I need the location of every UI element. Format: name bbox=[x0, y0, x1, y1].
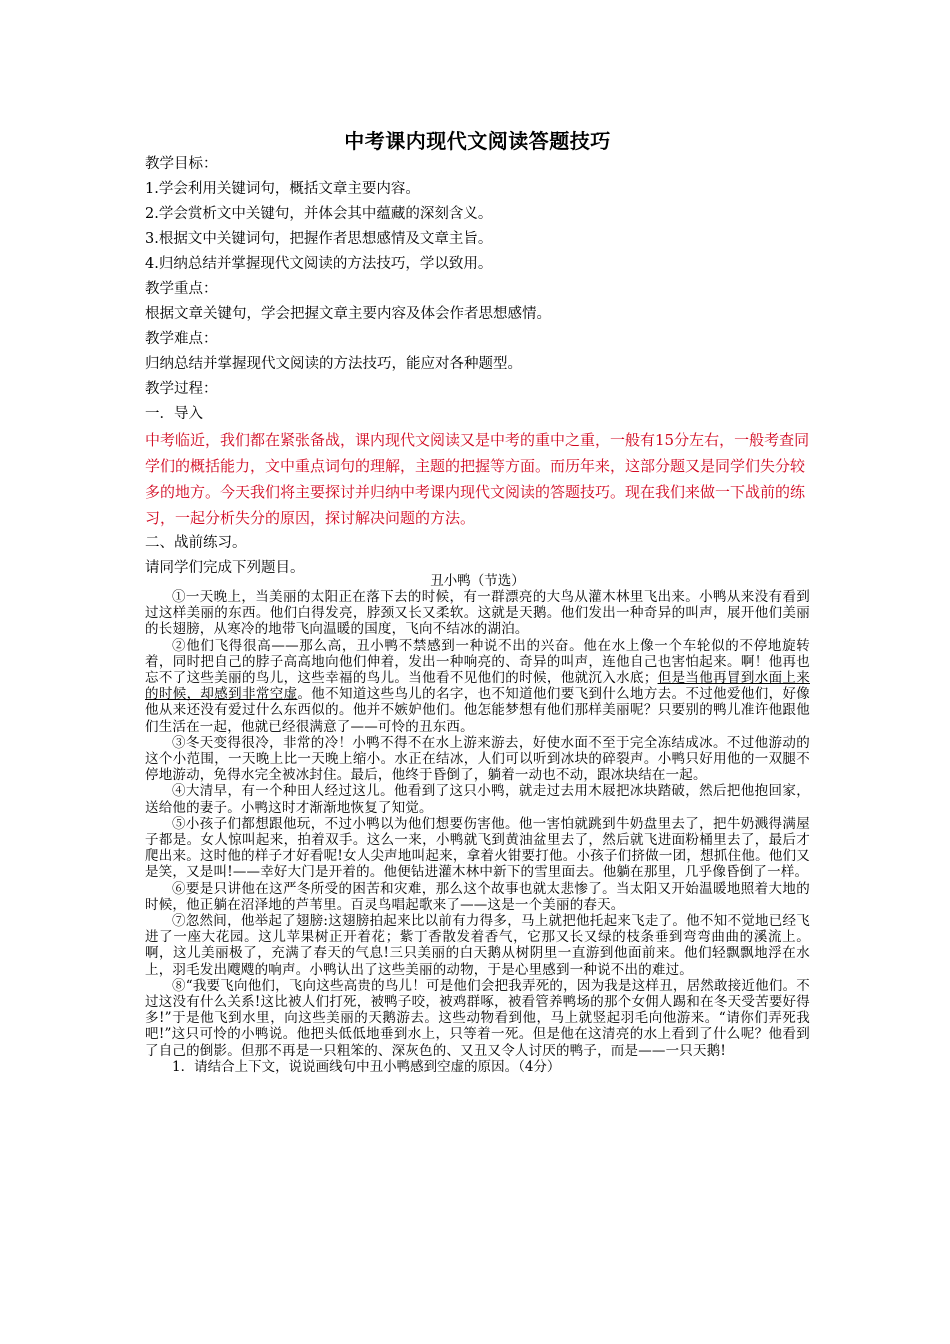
reading-article bbox=[145, 573, 810, 1075]
question-1: 1．请结合上下文，说说画线句中丑小鸭感到空虚的原因。（4分） bbox=[172, 1058, 561, 1075]
process-heading: 教学过程： bbox=[145, 381, 218, 397]
paragraph-text: ②他们飞得很高——那么高，丑小鸭不禁感到一种说不出的兴奋。他在水上像一个车轮似的不停地旋转着，同时把自己的脖子高高地向他们伸着，发出一种响亮的、奇异的叫声，连他自己也害怕起来。啊！他再也忘不了这些美丽的鸟儿，这些幸福的鸟儿。当他看不见他们的时候，他就沉入水底； bbox=[145, 637, 810, 687]
difficulty-text: 归纳总结并掌握现代文阅读的方法技巧，能应对各种题型。 bbox=[145, 356, 522, 372]
objective-item: 3.根据文中关键词句，把握作者思想感情及文章主旨。 bbox=[145, 231, 493, 247]
article-title: 丑小鸭（节选） bbox=[430, 573, 525, 589]
lesson-plan bbox=[145, 152, 810, 581]
objective-item: 4.归纳总结并掌握现代文阅读的方法技巧，学以致用。 bbox=[145, 256, 493, 272]
article-paragraph: ⑦忽然间，他举起了翅膀:这翅膀拍起来比以前有力得多，马上就把他托起来飞走了。他不知不觉地已经飞进了一座大花园。这儿苹果树正开着花；紫丁香散发着香气，它那又长又绿的枝条垂到弯弯曲曲的溪流上。啊，这儿美丽极了，充满了春天的气息!三只美丽的白天鹅从树阴里一直游到他面前来。他们轻飘飘地浮在水上，羽毛发出飕飕的响声。小鸭认出了这些美丽的动物，于是心里感到一种说不出的难过。 bbox=[145, 913, 810, 978]
key-point-heading: 教学重点： bbox=[145, 281, 218, 297]
practice-instruction: 请同学们完成下列题目。 bbox=[145, 560, 305, 576]
difficulty-heading: 教学难点： bbox=[145, 331, 218, 347]
objectives-heading: 教学目标： bbox=[145, 156, 218, 172]
article-paragraph: ⑥要是只讲他在这严冬所受的困苦和灾难，那么这个故事也就太悲惨了。当太阳又开始温暖地照着大地的时候，他正躺在沼泽地的芦苇里。百灵鸟唱起歌来了——这是一个美丽的春天。 bbox=[145, 880, 810, 913]
article-paragraph bbox=[145, 638, 810, 735]
article-paragraph: ④大清早，有一个种田人经过这儿。他看到了这只小鸭，就走过去用木屐把冰块踏破，然后把他抱回家，送给他的妻子。小鸭这时才渐渐地恢复了知觉。 bbox=[145, 783, 810, 816]
key-point-text: 根据文章关键句，学会把握文章主要内容及体会作者思想感情。 bbox=[145, 306, 551, 322]
paragraph-text: 。他不知道这些鸟儿的名字，也不知道他们要飞到什么地方去。不过他爱他们，好像他从来还没有爱过什么东西似的。他并不嫉妒他们。他怎能梦想有他们那样美丽呢？只要别的鸭儿准许他跟他们生活在一起，他就已经很满意了——可怜的丑东西。 bbox=[145, 686, 810, 735]
objective-item: 2.学会赏析文中关键句，并体会其中蕴藏的深刻含义。 bbox=[145, 206, 493, 222]
objective-item: 1.学会利用关键词句，概括文章主要内容。 bbox=[145, 181, 420, 197]
section-practice-heading: 二、战前练习。 bbox=[145, 535, 247, 551]
article-paragraph: ⑤小孩子们都想跟他玩，不过小鸭以为他们想要伤害他。他一害怕就跳到牛奶盘里去了，把牛奶溅得满屋子都是。女人惊叫起来，拍着双手。这么一来，小鸭就飞到黄油盆里去了，然后就飞进面粉桶里去了，最后才爬出来。这时他的样子才好看呢!女人尖声地叫起来，拿着火钳要打他。小孩子们挤做一团，想抓住他。他们又是笑，又是叫!——幸好大门是开着的。他便钻进灌木林中新下的雪里面去。他躺在那里，几乎像昏倒了一样。 bbox=[145, 815, 810, 881]
article-paragraph: ⑧“我要飞向他们，飞向这些高贵的鸟儿！可是他们会把我弄死的，因为我是这样丑，居然敢接近他们。不过这没有什么关系!这比被人们打死，被鸭子咬，被鸡群啄，被看管养鸭场的那个女佣人踢和在冬天受苦要好得多!”于是他飞到水里，向这些美丽的天鹅游去。这些动物看到他，马上就竖起羽毛向他游来。“请你们弄死我吧!”这只可怜的小鸭说。他把头低低地垂到水上，只等着一死。但是他在这清亮的水上看到了什么呢？他看到了自己的倒影。但那不再是一只粗笨的、深灰色的、又丑又令人讨厌的鸭子，而是——一只天鹅! bbox=[145, 977, 810, 1059]
page-title: 中考课内现代文阅读答题技巧 bbox=[344, 129, 611, 153]
underlined-sentence: 但是当他再冒到水面上来的时候，却感到非常空虚 bbox=[145, 670, 810, 703]
section-intro-heading: 一．导入 bbox=[145, 406, 203, 422]
intro-paragraph: 中考临近，我们都在紧张备战，课内现代文阅读又是中考的重中之重，一般有15分左右，一般考查同学们的概括能力，文中重点词句的理解，主题的把握等方面。而历年来，这部分题又是同学们失分较多的地方。今天我们将主要探讨并归纳中考课内现代文阅读的答题技巧。现在我们来做一下战前的练习，一起分析失分的原因，探讨解决问题的方法。 bbox=[145, 431, 810, 527]
article-paragraph: ③冬天变得很冷，非常的冷！小鸭不得不在水上游来游去，好使水面不至于完全冻结成冰。不过他游动的这个小范围，一天晚上比一天晚上缩小。水正在结冰，人们可以听到冰块的碎裂声。小鸭只好用他的一双腿不停地游动，免得水完全被冰封住。最后，他终于昏倒了，躺着一动也不动，跟冰块结在一起。 bbox=[145, 734, 810, 784]
article-paragraph: ①一天晚上，当美丽的太阳正在落下去的时候，有一群漂亮的大鸟从灌木林里飞出来。小鸭从来没有看到过这样美丽的东西。他们白得发亮，脖颈又长又柔软。这就是天鹅。他们发出一种奇异的叫声，展开他们美丽的长翅膀，从寒冷的地带飞向温暖的国度，飞向不结冰的湖泊。 bbox=[145, 589, 810, 638]
